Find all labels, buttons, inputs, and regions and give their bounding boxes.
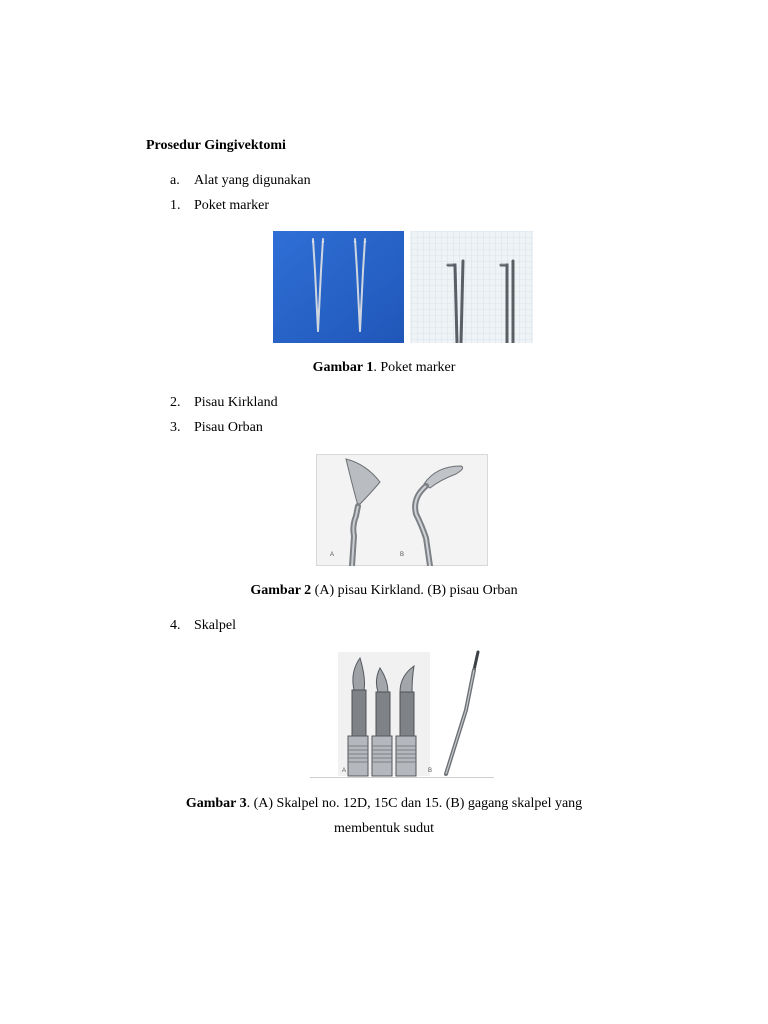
figure-3-caption-label: Gambar 3 — [185, 796, 247, 811]
figure-3-scalpels-image — [310, 650, 494, 778]
panel-label-b: B — [400, 552, 405, 558]
list-item-pisau-orban — [170, 420, 263, 436]
list-label: Poket marker — [194, 198, 270, 213]
figure-2-caption-text: (A) pisau Kirkland. (B) pisau Orban — [311, 583, 518, 598]
list-marker: 2. — [170, 395, 181, 410]
list-label: Pisau Orban — [194, 420, 263, 435]
list-item-skalpel — [170, 618, 236, 634]
figure-1-caption-text: . Poket marker — [373, 360, 456, 375]
section-label: Alat yang digunakan — [194, 173, 311, 188]
figure-3-caption-text: . (A) Skalpel no. 12D, 15C dan 15. (B) gagang skalpel yang — [246, 796, 583, 811]
section-heading — [170, 173, 311, 189]
panel-label-a: A — [342, 768, 347, 774]
panel-label-a: A — [330, 552, 335, 558]
list-item-pisau-kirkland — [170, 395, 278, 411]
panel-label-b: B — [428, 768, 433, 774]
figure-2-caption-label: Gambar 2 — [250, 583, 312, 598]
figure-2-knives-image — [316, 454, 488, 566]
list-marker: 4. — [170, 618, 181, 633]
figure-3-caption — [0, 796, 768, 812]
figure-3-caption-line-2: membentuk sudut — [334, 821, 434, 836]
figure-2-caption — [0, 583, 768, 599]
list-label: Skalpel — [194, 618, 236, 633]
page-title: Prosedur Gingivektomi — [146, 138, 286, 153]
figure-1-caption-label: Gambar 1 — [312, 360, 374, 375]
list-label: Pisau Kirkland — [194, 395, 278, 410]
section-marker: a. — [170, 173, 180, 188]
figure-1-poket-marker-image — [273, 231, 533, 343]
list-marker: 3. — [170, 420, 181, 435]
list-item-poket-marker — [170, 198, 269, 214]
figure-1-caption — [0, 360, 768, 376]
list-marker: 1. — [170, 198, 181, 213]
